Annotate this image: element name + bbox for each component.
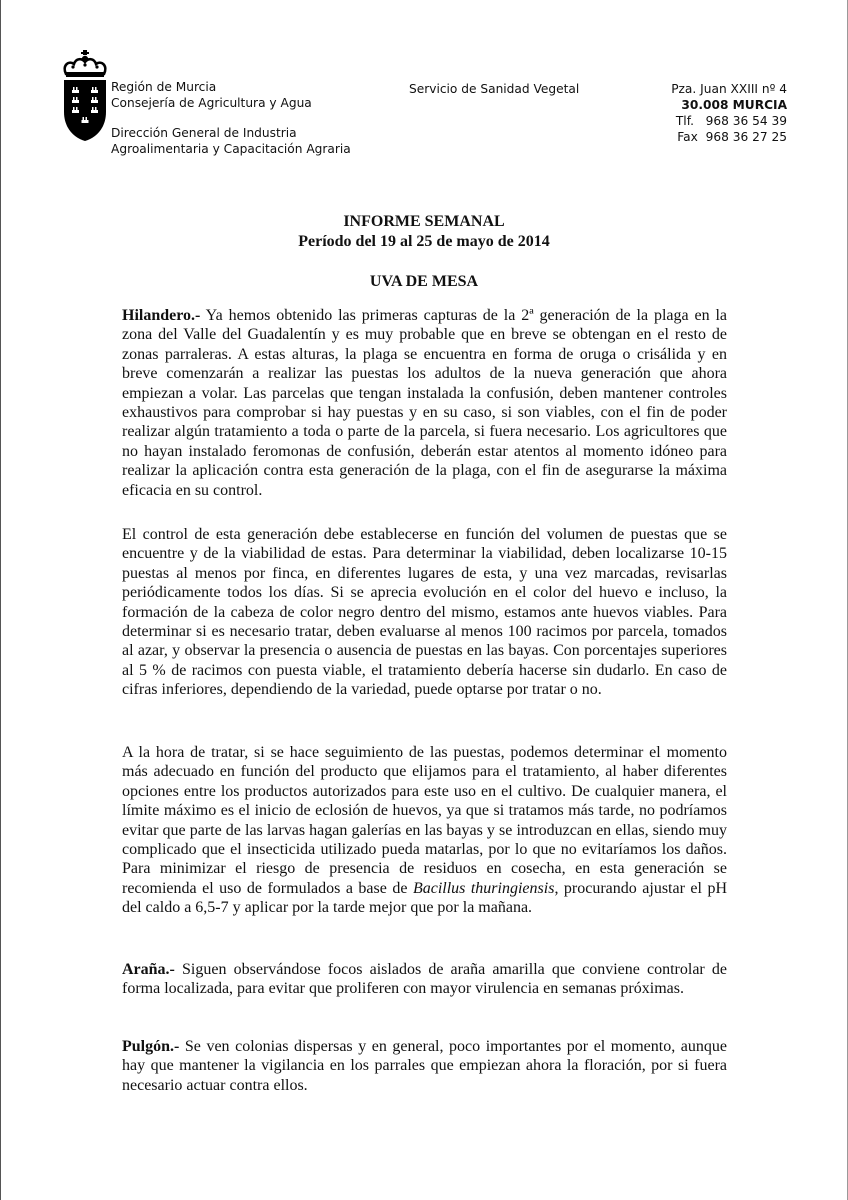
report-title: INFORME SEMANAL	[343, 213, 505, 230]
region-crest-icon	[60, 50, 110, 142]
paragraph-text: Ya hemos obtenido las primeras capturas de la 2ª generación de la plaga en la zona del Valle del Guadalentín y es muy probable que en breve se obtengan en el resto de zonas parraleras. A estas alturas, la plaga se encuentra en forma de oruga o crisálida y en breve comenzarán a realizar las puestas los adultos de la nueva generación que ahora empiezan a volar. Las parcelas que tengan instalada la confusión, deben mantener controles exhaustivos para comprobar si hay puestas y en su caso, si son viables, con el fin de poder realizar algún tratamiento a toda o parte de la parcela, si fuera necesario. Los agricultores que no hayan instalado feromonas de confusión, deberán estar atentos al momento idóneo para realizar la aplicación contra esta generación de la plaga, con el fin de asegurarse la máxima eficacia en su control.	[122, 307, 727, 499]
org-line-ministry: Consejería de Agricultura y Agua	[111, 96, 312, 110]
paragraph-pulgon	[122, 1037, 727, 1095]
org-line-region: Región de Murcia	[111, 80, 217, 94]
fax-line: Fax 968 36 27 25	[677, 130, 787, 144]
paragraph-text: Se ven colonias dispersas y en general, poco importantes por el momento, aunque hay que mantener la vigilancia en los parrales que empiezan ahora la floración, por si fuera necesario actuar contra ellos.	[122, 1038, 727, 1094]
phone-line: Tlf. 968 36 54 39	[675, 114, 787, 128]
paragraph-lead: Hilandero.-	[122, 307, 201, 324]
paragraph-treatment	[122, 743, 727, 918]
dept-line-2: Agroalimentaria y Capacitación Agraria	[111, 142, 351, 156]
paragraph-arana	[122, 960, 727, 999]
report-period: Período del 19 al 25 de mayo de 2014	[298, 233, 550, 250]
species-name: Bacillus thuringiensis	[412, 879, 555, 897]
section-title: UVA DE MESA	[369, 273, 479, 290]
address-line: Pza. Juan XXIII nº 4	[671, 82, 787, 96]
dept-line-1: Dirección General de Industria	[111, 126, 297, 140]
report-title-block	[0, 212, 848, 252]
paragraph-hilandero	[122, 306, 727, 500]
header-organization	[111, 79, 351, 157]
page-left-edge	[0, 0, 1, 1200]
paragraph-text-end: , procurando ajustar el pH del caldo a 6,5-7 y aplicar por la tarde mejor que por la mañana.	[122, 879, 728, 917]
paragraph-lead: Pulgón.-	[122, 1038, 180, 1055]
paragraph-text: Siguen observándose focos aislados de araña amarilla que conviene controlar de forma localizada, para evitar que proliferen con mayor virulencia en semanas próximas.	[122, 961, 727, 998]
city-line: 30.008 MURCIA	[681, 98, 787, 112]
paragraph-control	[122, 525, 727, 700]
paragraph-text: A la hora de tratar, si se hace seguimiento de las puestas, podemos determinar el momento más adecuado en función del producto que elijamos para el tratamiento, al haber diferentes opciones entre los productos autorizados para este uso en el cultivo. De cualquier manera, el límite máximo es el inicio de eclosión de huevos, ya que si tratamos más tarde, no podríamos evitar que parte de las larvas hagan galerías en las bayas y se introduzcan en ellas, siendo muy complicado que el insecticida utilizado pueda matarlas, por lo que no evitaríamos los daños. Para minimizar el riesgo de presencia de residuos en cosecha, en esta generación se recomienda el uso de formulados a base de	[122, 744, 727, 897]
paragraph-lead: Araña.-	[122, 961, 175, 978]
header-contact	[671, 81, 787, 145]
paragraph-text: El control de esta generación debe establecerse en función del volumen de puestas que se encuentre y de la viabilidad de estas. Para determinar la viabilidad, deben localizarse 10-15 puestas al menos por finca, en diferentes lugares de esta, y una vez marcadas, revisarlas periódicamente todos los días. Si se aprecia evolución en el color del huevo e incluso, la formación de la cabeza de color negro dentro del mismo, estamos ante huevos viables. Para determinar si es necesario tratar, deben evaluarse al menos 100 racimos por parcela, tomados al azar, y observar la presencia o ausencia de puestas en las bayas. Con porcentajes superiores al 5 % de racimos con puesta viable, el tratamiento debería hacerse sin dudarlo. En caso de cifras inferiores, dependiendo de la variedad, puede optarse por tratar o no.	[122, 526, 727, 699]
header-service: Servicio de Sanidad Vegetal	[409, 82, 580, 96]
